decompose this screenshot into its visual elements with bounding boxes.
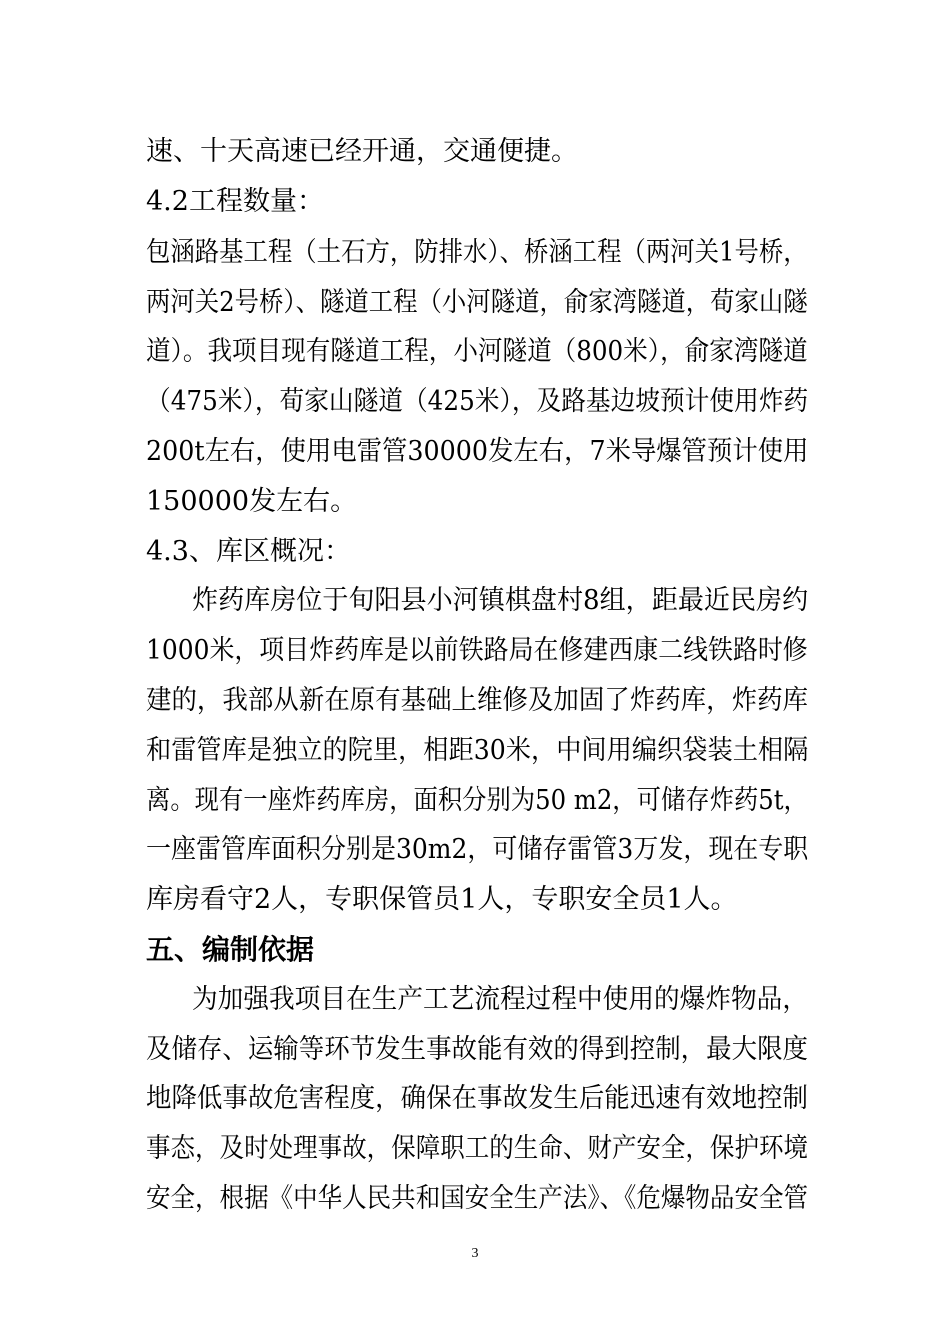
text-line: 库房看守2人，专职保管员1人，专职安全员1人。 <box>146 884 738 915</box>
text-line: 道）。我项目现有隧道工程，小河隧道（800米），俞家湾隧道 <box>146 336 808 367</box>
text-line: 200t左右，使用电雷管30000发左右，7米导爆管预计使用 <box>146 436 809 467</box>
text-line: 离。现有一座炸药库房，面积分别为50 m2，可储存炸药5t， <box>146 785 808 816</box>
section-heading-4-2: 4.2工程数量： <box>146 186 324 217</box>
paragraph-first-line: 为加强我项目在生产工艺流程过程中使用的爆炸物品， <box>192 984 808 1015</box>
text-line: 安全，根据《中华人民共和国安全生产法》、《危爆物品安全管 <box>146 1183 809 1214</box>
page-number: 3 <box>471 1246 479 1261</box>
text-line: 建的，我部从新在原有基础上维修及加固了炸药库，炸药库 <box>146 685 808 716</box>
text-line: 包涵路基工程（土石方，防排水）、桥涵工程（两河关1号桥， <box>146 237 808 268</box>
text-line: 1000米，项目炸药库是以前铁路局在修建西康二线铁路时修 <box>146 635 808 666</box>
section-heading-4-3: 4.3、库区概况： <box>146 536 351 567</box>
text-line: 事态，及时处理事故，保障职工的生命、财产安全，保护环境 <box>146 1133 809 1164</box>
text-line: 150000发左右。 <box>146 486 358 517</box>
section-heading-5: 五、编制依据 <box>146 933 315 966</box>
text-line: （475米），荀家山隧道（425米），及路基边坡预计使用炸药 <box>146 386 809 417</box>
text-line: 两河关2号桥）、隧道工程（小河隧道，俞家湾隧道，荀家山隧 <box>146 287 808 318</box>
text-line: 一座雷管库面积分别是30m2，可储存雷管3万发，现在专职 <box>146 834 809 865</box>
paragraph-first-line: 炸药库房位于旬阳县小河镇棋盘村8组，距最近民房约 <box>192 585 809 616</box>
text-line: 和雷管库是独立的院里，相距30米，中间用编织袋装土相隔 <box>146 735 809 766</box>
text-line: 地降低事故危害程度，确保在事故发生后能迅速有效地控制 <box>146 1083 808 1114</box>
text-line: 速、十天高速已经开通，交通便捷。 <box>146 136 578 167</box>
text-line: 及储存、运输等环节发生事故能有效的得到控制，最大限度 <box>146 1034 808 1065</box>
